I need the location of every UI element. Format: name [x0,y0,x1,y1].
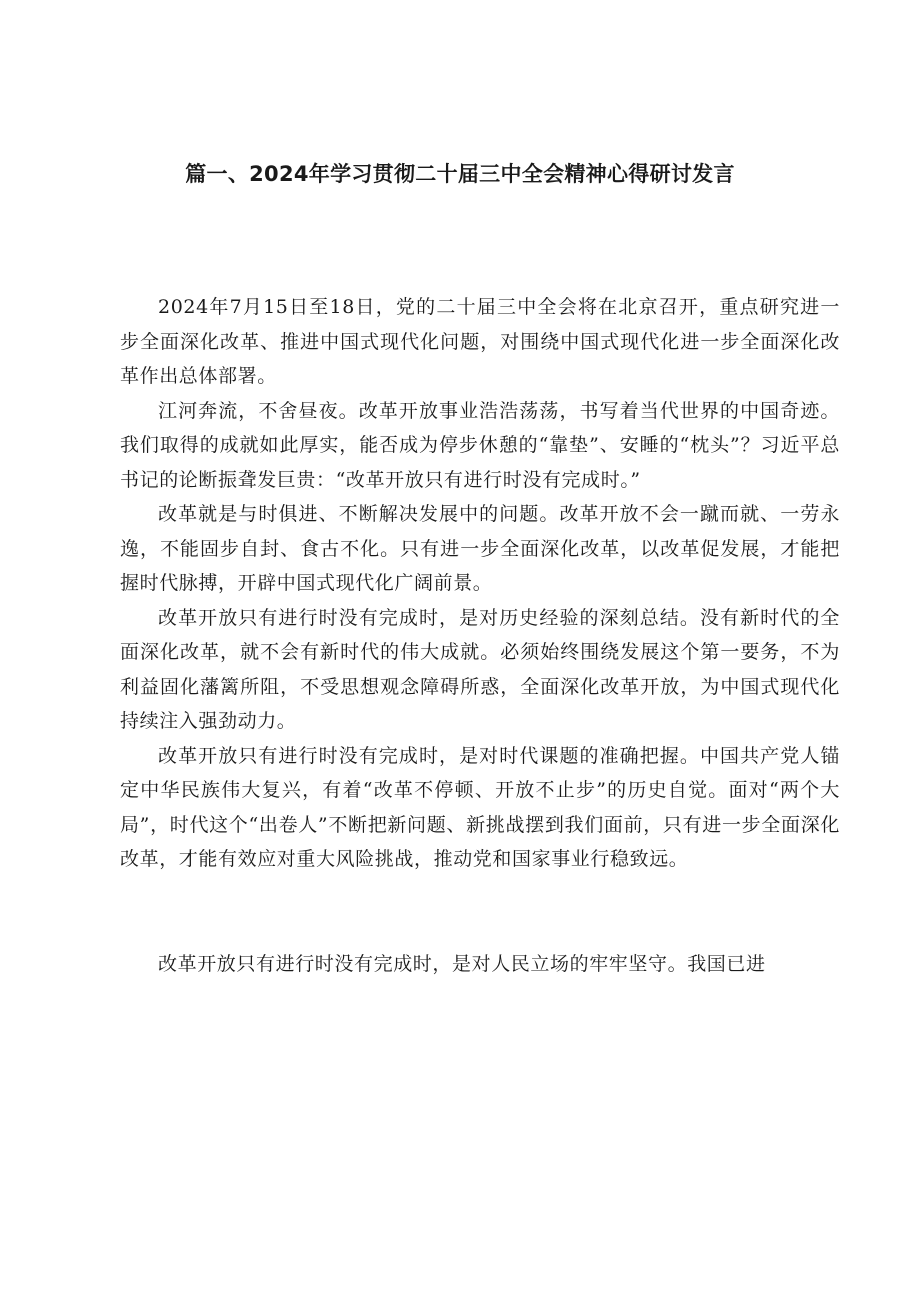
paragraph-historical-experience: 改革开放只有进行时没有完成时，是对历史经验的深刻总结。没有新时代的全面深化改革，就不会有新时代的伟大成就。必须始终围绕发展这个第一要务，不为利益固化藩篱所阻，不受思想观念障碍所惑，全面深化改革开放，为中国式现代化持续注入强劲动力。 [120,606,840,732]
paragraph-intro: 2024年7月15日至18日，党的二十届三中全会将在北京召开，重点研究进一步全面深化改革、推进中国式现代化问题，对围绕中国式现代化进一步全面深化改革作出总体部署。 [120,296,840,387]
paragraph-people-stance: 改革开放只有进行时没有完成时，是对人民立场的牢牢坚守。我国已进 [158,952,766,975]
paragraph-reform-miracle: 江河奔流，不舍昼夜。改革开放事业浩浩荡荡，书写着当代世界的中国奇迹。我们取得的成就如此厚实，能否成为停步休憩的“靠垫”、安睡的“枕头”？习近平总书记的论断振聋发巨贵：“改革开放只有进行时没有完成时。” [120,399,840,491]
paragraph-era-topic: 改革开放只有进行时没有完成时，是对时代课题的准确把握。中国共产党人锚定中华民族伟大复兴，有着“改革不停顿、开放不止步”的历史自觉。面对“两个大局”，时代这个“出卷人”不断把新问题、新挑战摆到我们面前，只有进一步全面深化改革，才能有效应对重大风险挑战，推动党和国家事业行稳致远。 [120,744,840,870]
document-body [120,290,840,981]
paragraph-reform-progress: 改革就是与时俱进、不断解决发展中的问题。改革开放不会一蹴而就、一劳永逸，不能固步自封、食古不化。只有进一步全面深化改革，以改革促发展，才能把握时代脉搏，开辟中国式现代化广阔前景。 [120,503,840,594]
document-title: 篇一、2024年学习贯彻二十届三中全会精神心得研讨发言 [185,162,735,186]
